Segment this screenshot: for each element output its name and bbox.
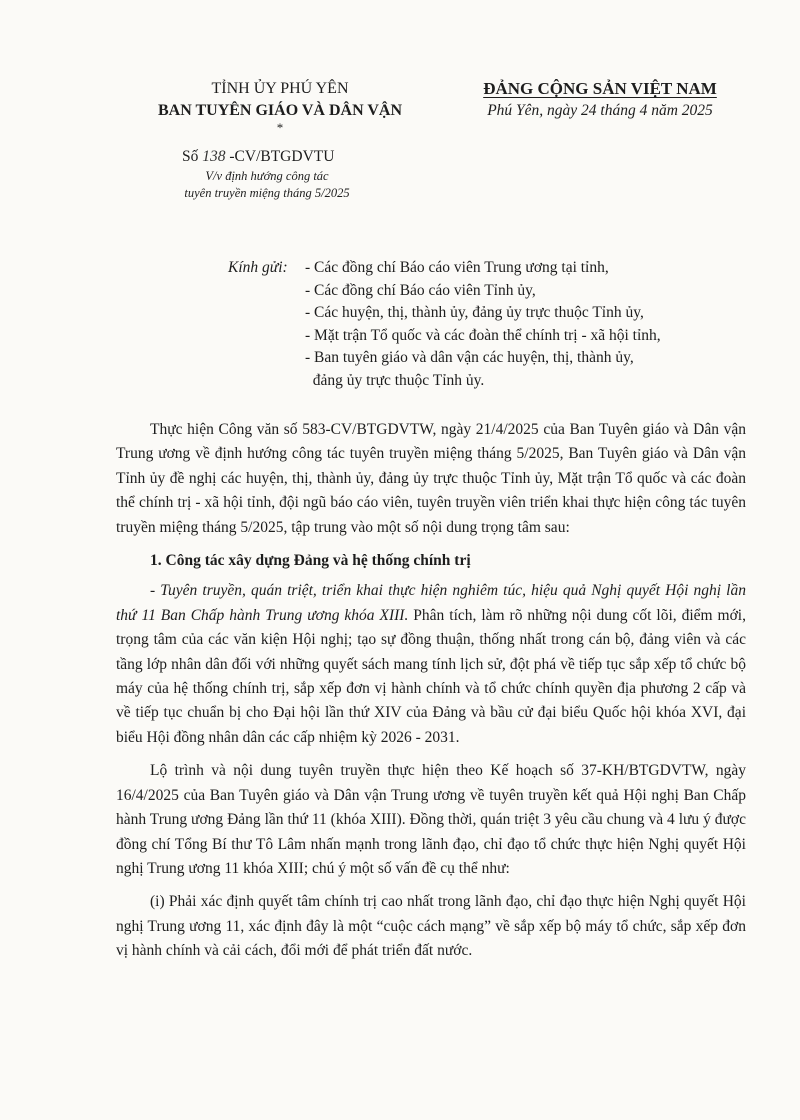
- recipient-item: - Các đồng chí Báo cáo viên Trung ương tại tỉnh,: [305, 259, 609, 276]
- recipient-item: - Các đồng chí Báo cáo viên Tỉnh ủy,: [305, 281, 536, 299]
- roadmap-paragraph: Lộ trình và nội dung tuyên truyền thực hiện theo Kế hoạch số 37-KH/BTGDVTW, ngày 16/4/2025 của Ban Tuyên giáo và Dân vận Trung ương về tuyên truyền kết quả Hội nghị Ban Chấp hành Trung ương Đảng lần thứ 11 (khóa XIII). Đồng thời, quán triệt 3 yêu cầu chung và 4 lưu ý được đồng chí Tổng Bí thư Tô Lâm nhấn mạnh trong lãnh đạo, chỉ đạo tổ chức thực hiện Nghị quyết Hội nghị Trung ương 11 khóa XIII; chú ý một số vấn đề cụ thể như:: [116, 762, 746, 877]
- subject-line: V/v định hướng công tác: [205, 169, 329, 183]
- document-subject: [150, 168, 384, 202]
- point-i-paragraph: (i) Phải xác định quyết tâm chính trị cao nhất trong lãnh đạo, chỉ đạo thực hiện Nghị quyết Hội nghị Trung ương 11, xác định đây là một “cuộc cách mạng” về sắp xếp bộ máy tổ chức, sắp xếp đơn vị hành chính và cải cách, đổi mới để phát triển đất nước.: [116, 893, 746, 960]
- recipient-item: - Các huyện, thị, thành ủy, đảng ủy trực thuộc Tỉnh ủy,: [305, 304, 644, 321]
- number-value: 138: [202, 148, 226, 165]
- document-body: [116, 418, 746, 973]
- department-name: BAN TUYÊN GIÁO VÀ DÂN VẬN: [157, 102, 403, 119]
- issuing-authority: [120, 78, 440, 134]
- party-name: ĐẢNG CỘNG SẢN VIỆT NAM: [483, 79, 717, 98]
- number-suffix: -CV/BTGDVTU: [229, 148, 335, 165]
- recipient-item: - Mặt trận Tổ quốc và các đoàn thể chính trị - xã hội tỉnh,: [305, 326, 661, 344]
- recipients-block: [228, 257, 661, 392]
- recipient-item: đảng ủy trực thuộc Tỉnh ủy.: [305, 371, 485, 389]
- subject-line: tuyên truyền miệng tháng 5/2025: [184, 186, 350, 200]
- recipient-item: - Ban tuyên giáo và dân vận các huyện, thị, thành ủy,: [305, 349, 634, 366]
- intro-paragraph: Thực hiện Công văn số 583-CV/BTGDVTW, ngày 21/4/2025 của Ban Tuyên giáo và Dân vận Trung ương về định hướng công tác tuyên truyền miệng tháng 5/2025, Ban Tuyên giáo và Dân vận Tỉnh ủy đề nghị các huyện, thị, thành ủy, đảng ủy trực thuộc Tỉnh ủy, Mặt trận Tổ quốc và các đoàn thể chính trị - xã hội tỉnh, đội ngũ báo cáo viên, tuyên truyền viên triển khai thực hiện công tác tuyên truyền miệng tháng 5/2025, tập trung vào một số nội dung trọng tâm sau:: [116, 421, 746, 536]
- issue-date: Phú Yên, ngày 24 tháng 4 năm 2025: [487, 102, 713, 119]
- party-header: [452, 78, 748, 122]
- recipients-label: Kính gửi:: [228, 259, 288, 276]
- number-prefix: Số: [182, 148, 199, 165]
- section1-text: Phân tích, làm rõ những nội dung cốt lõi, điểm mới, trọng tâm của các văn kiện Hội nghị; tạo sự đồng thuận, thống nhất trong cán bộ, đảng viên và các tầng lớp nhân dân đối với những quyết sách mang tính lịch sử, đột phá về tiếp tục sắp xếp tổ chức bộ máy của hệ thống chính trị, sắp xếp đơn vị hành chính và tổ chức chính quyền địa phương 2 cấp và về tiếp tục chuẩn bị cho Đại hội lần thứ XIV của Đảng và bầu cử đại biểu Quốc hội khóa XVI, đại biểu Hội đồng nhân dân các cấp nhiệm kỳ 2026 - 2031.: [116, 606, 746, 746]
- section1-italic-lead: - Tuyên truyền, quán triệt, triển khai thực hiện nghiêm túc, hiệu quả Nghị quyết Hội nghị lần thứ 11 Ban Chấp hành Trung ương khóa XIII.: [116, 582, 746, 624]
- star-mark: *: [276, 120, 284, 135]
- provincial-committee: TỈNH ỦY PHÚ YÊN: [211, 80, 349, 97]
- section1-paragraph: [116, 579, 746, 750]
- section-heading: 1. Công tác xây dựng Đảng và hệ thống chính trị: [150, 552, 471, 570]
- document-number: [182, 148, 334, 166]
